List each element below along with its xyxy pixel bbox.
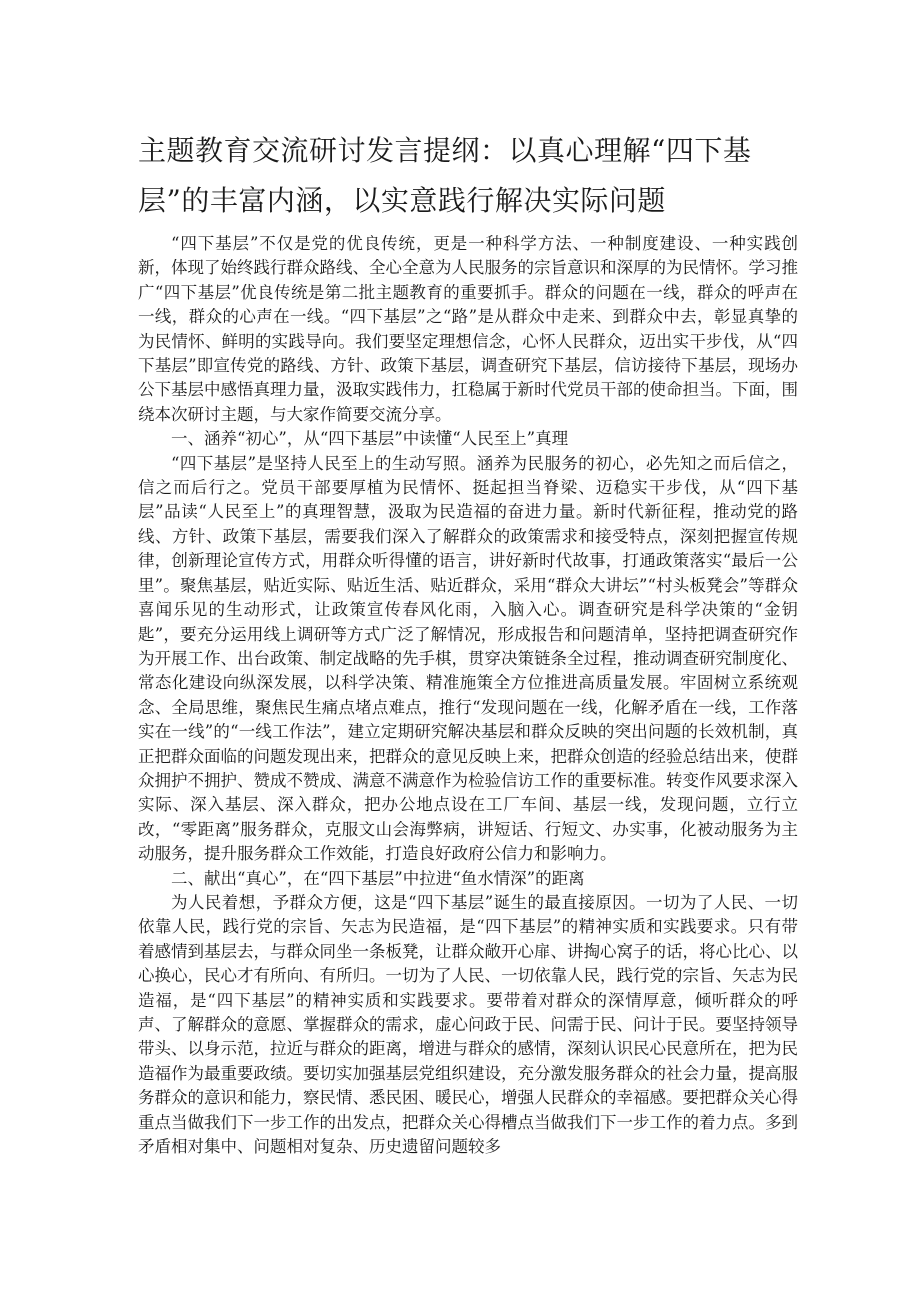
intro-paragraph: “四下基层”不仅是党的优良传统，更是一种科学方法、一种制度建设、一种实践创新，体现了始终践行群众路线、全心全意为人民服务的宗旨意识和深厚的为民情怀。学习推广“四下基层”优良传统是第二批主题教育的重要抓手。群众的问题在一线，群众的呼声在一线，群众的心声在一线。“四下基层”之“路”是从群众中走来、到群众中去，彰显真挚的为民情怀、鲜明的实践导向。我们要坚定理想信念，心怀人民群众，迈出实干步伐，从“四下基层”即宣传党的路线、方针、政策下基层，调查研究下基层，信访接待下基层，现场办公下基层中感悟真理力量，汲取实践伟力，扛稳属于新时代党员干部的使命担当。下面，围绕本次研讨主题，与大家作简要交流分享。 (138, 234, 798, 424)
document-title: 主题教育交流研讨发言提纲：以真心理解“四下基层”的丰富内涵，以实意践行解决实际问题 (138, 134, 752, 217)
document-body (138, 232, 798, 1159)
section-heading-1: 一、涵养“初心”，从“四下基层”中读懂“人民至上”真理 (171, 429, 569, 449)
section-2-paragraph: 为人民着想，予群众方便，这是“四下基层”诞生的最直接原因。一切为了人民、一切依靠人民，践行党的宗旨、矢志为民造福，是“四下基层”的精神实质和实践要求。只有带着感情到基层去，与群众同坐一条板凳，让群众敞开心扉、讲掏心窝子的话，将心比心、以心换心，民心才有所向、有所归。一切为了人民、一切依靠人民，践行党的宗旨、矢志为民造福，是“四下基层”的精神实质和实践要求。要带着对群众的深情厚意，倾听群众的呼声、了解群众的意愿、掌握群众的需求，虚心问政于民、问需于民、问计于民。要坚持领导带头、以身示范，拉近与群众的距离，增进与群众的感情，深刻认识民心民意所在，把为民造福作为最重要政绩。要切实加强基层党组织建设，充分激发服务群众的社会力量，提高服务群众的意识和能力，察民情、悉民困、暖民心，增强人民群众的幸福感。要把群众关心得重点当做我们下一步工作的出发点，把群众关心得槽点当做我们下一步工作的着力点。多到矛盾相对集中、问题相对复杂、历史遗留问题较多 (138, 892, 798, 1157)
section-1-paragraph: “四下基层”是坚持人民至上的生动写照。涵养为民服务的初心，必先知之而后信之，信之而后行之。党员干部要厚植为民情怀、挺起担当脊梁、迈稳实干步伐，从“四下基层”品读“人民至上”的真理智慧，汲取为民造福的奋进力量。新时代新征程，推动党的路线、方针、政策下基层，需要我们深入了解群众的政策需求和接受特点，深刻把握宣传规律，创新理论宣传方式，用群众听得懂的语言，讲好新时代故事，打通政策落实“最后一公里”。聚焦基层，贴近实际、贴近生活、贴近群众，采用“群众大讲坛”“村头板凳会”等群众喜闻乐见的生动形式，让政策宣传春风化雨，入脑入心。调查研究是科学决策的“金钥匙”，要充分运用线上调研等方式广泛了解情况，形成报告和问题清单，坚持把调查研究作为开展工作、出台政策、制定战略的先手棋，贯穿决策链条全过程，推动调查研究制度化、常态化建设向纵深发展，以科学决策、精准施策全方位推进高质量发展。牢固树立系统观念、全局思维，聚焦民生痛点堵点难点，推行“发现问题在一线，化解矛盾在一线，工作落实在一线”的“一线工作法”，建立定期研究解决基层和群众反映的突出问题的长效机制，真正把群众面临的问题发现出来，把群众的意见反映上来，把群众创造的经验总结出来，使群众拥护不拥护、赞成不赞成、满意不满意作为检验信访工作的重要标准。转变作风要求深入实际、深入基层、深入群众，把办公地点设在工厂车间、基层一线，发现问题，立行立改，“零距离”服务群众，克服文山会海弊病，讲短话、行短文、办实事，化被动服务为主动服务，提升服务群众工作效能，打造良好政府公信力和影响力。 (138, 453, 798, 864)
section-heading-2: 二、献出“真心”，在“四下基层”中拉进“鱼水情深”的距离 (171, 868, 585, 888)
